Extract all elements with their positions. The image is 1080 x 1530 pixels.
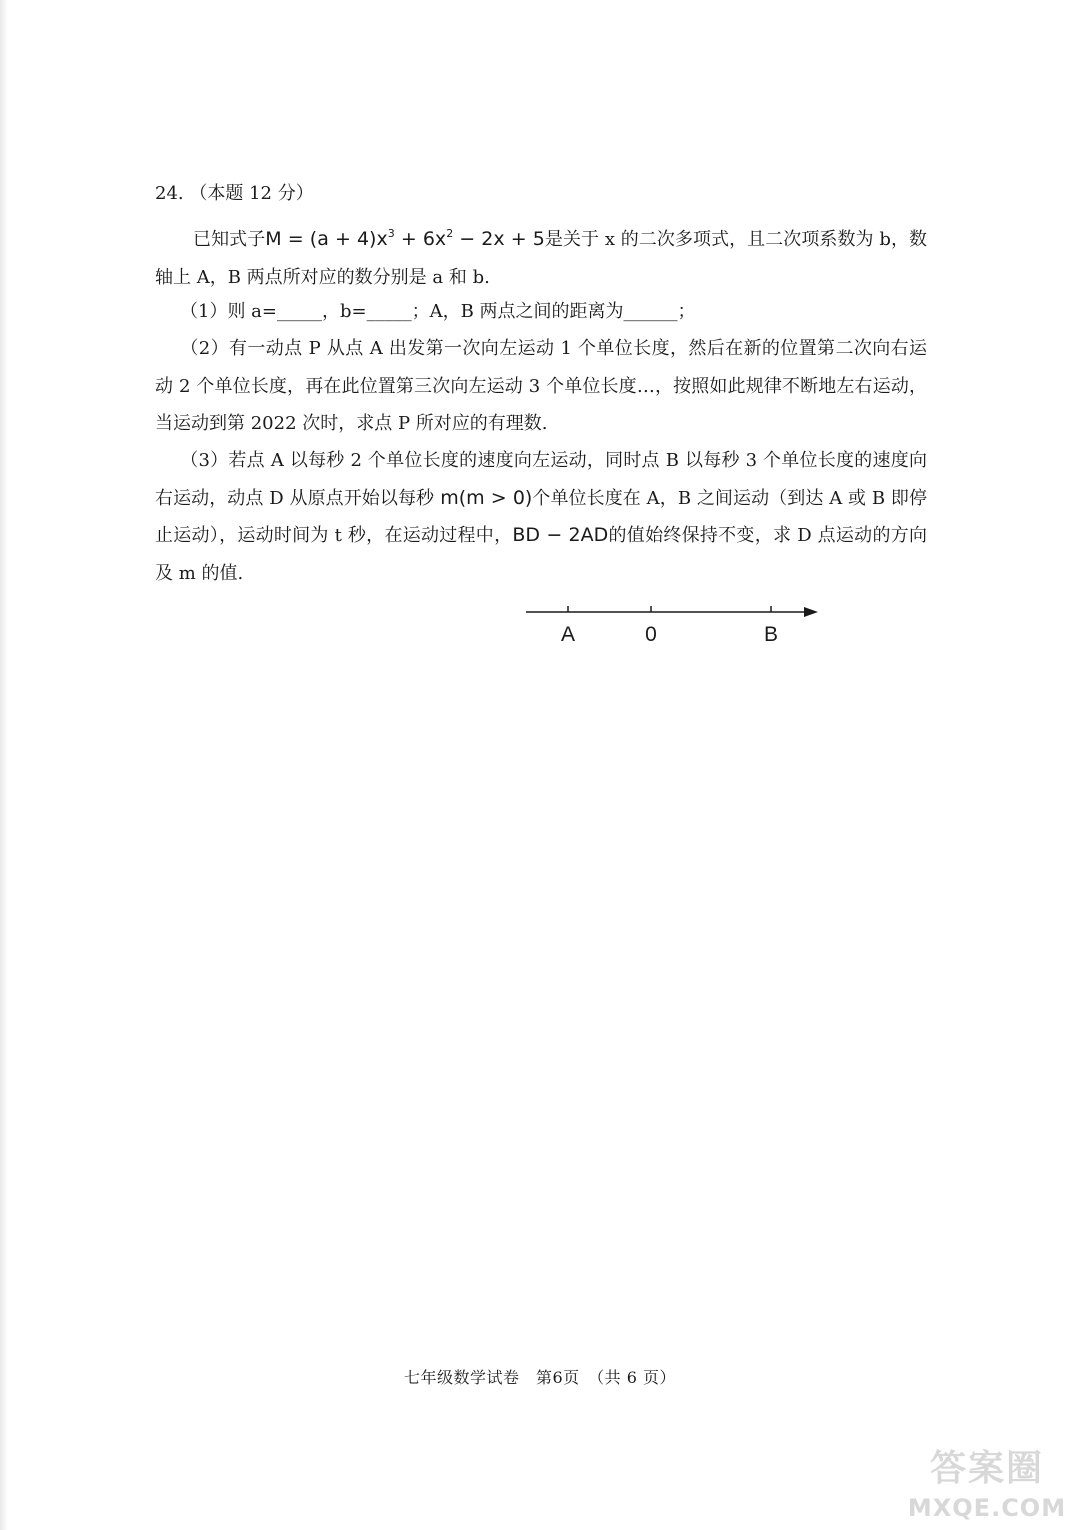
part-3-formula-bd: BD − 2AD: [512, 524, 609, 546]
part-3: [155, 442, 927, 592]
label-b: B: [763, 623, 779, 646]
intro-text-b: 是关于 x 的二次多项式，且二次项系数为 b，数轴上 A，B 两点所对应的数分别是 a 和 b.: [155, 229, 928, 288]
part-1-text: （1）则 a=_____，b=_____；A，B 两点之间的距离为______；: [180, 301, 696, 322]
part-3-text-a: （3）若点 A 以每秒 2 个单位长度的速度向左运动，同时点 B 以每秒 3 个单位长度的速度向右运动，动点 D 从原点开始以每秒: [155, 450, 927, 509]
page-footer: 七年级数学试卷 第6页 （共 6 页）: [403, 1368, 677, 1387]
watermark-line-2: MXQE.COM: [907, 1494, 1067, 1522]
watermark-logo: [895, 1440, 1075, 1525]
part-3-text-b: 个单位长度在 A，B 之间运动（到达 A 或 B 即停止运动），运动时间为 t 秒，在运动过程中，: [155, 487, 927, 546]
intro-text-a: 已知式子: [193, 229, 266, 250]
part-2-text: （2）有一动点 P 从点 A 出发第一次向左运动 1 个单位长度，然后在新的位置第二次向右运动 2 个单位长度，再在此位置第三次向左运动 3 个单位长度…，按照如此规律不断地左右运动，当运动到第 2022 次时，求点 P 所对应的有理数.: [155, 338, 927, 434]
question-intro: [155, 215, 927, 296]
polynomial-formula: $M = (a + 4)x^3 + 6x^2 - 2x + 5$: [265, 227, 545, 250]
number-line-arrow: [804, 607, 818, 617]
part-3-text-c: 的值始终保持不变，求 D 点运动的方向及 m 的值.: [155, 525, 927, 584]
part-1: [155, 293, 927, 331]
number-line-diagram: [520, 595, 830, 655]
label-a: A: [560, 623, 576, 646]
part-3-formula-m: m(m > 0): [434, 486, 533, 509]
part-2: [155, 330, 927, 443]
watermark-line-1: 答案圈: [929, 1448, 1045, 1489]
page-edge-shadow: [0, 0, 8, 1530]
label-zero: 0: [645, 623, 657, 646]
question-header: 24. （本题 12 分）: [155, 183, 314, 204]
